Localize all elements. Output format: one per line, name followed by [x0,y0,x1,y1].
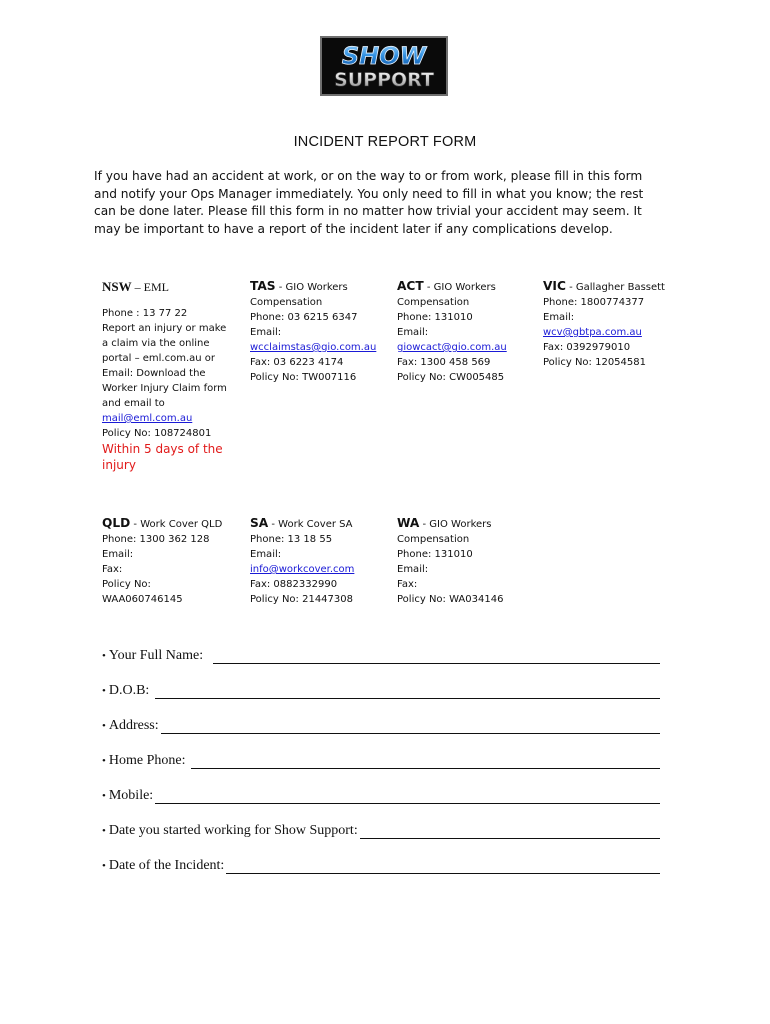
qld-policy-number: WAA060746145 [102,594,183,605]
provider-name: - GIO Workers [419,519,492,530]
provider-name: - Work Cover SA [268,519,353,530]
wa-email-label: Email: [397,564,429,575]
vic-email-label: Email: [543,312,575,323]
incident-date-input[interactable] [226,859,660,874]
show-support-logo [320,36,448,96]
incident-date-field [102,854,660,874]
sa-fax: Fax: 0882332990 [250,579,338,590]
address-field [102,714,660,734]
act-fax: Fax: 1300 458 569 [397,357,491,368]
act-email-link[interactable]: giowcact@gio.com.au [397,342,507,353]
bullet: • [102,685,106,697]
bullet: • [102,825,106,837]
start-date-input[interactable] [360,824,660,839]
incident-date-label: Date of the Incident: [108,858,225,873]
bullet: • [102,755,106,767]
mobile-input[interactable] [155,789,660,804]
agency-wa-header [397,516,503,532]
provider-name: - GIO Workers [275,282,348,293]
tas-fax: Fax: 03 6223 4174 [250,357,344,368]
agency-nsw [102,279,227,473]
intro-line: If you have had an accident at work, or on the way to or from work, please fill in this form [94,169,643,183]
vic-fax: Fax: 0392979010 [543,342,631,353]
agency-nsw-header [102,279,227,296]
intro-paragraph [94,168,684,238]
intro-line: may be important to have a report of the incident later if any complications develop. [94,221,613,236]
provider-name: - GIO Workers [423,282,496,293]
agency-wa [397,516,503,607]
state-name: WA [397,516,420,530]
dob-label: D.O.B: [108,683,150,698]
agency-vic [543,279,665,370]
logo-graphic [324,40,444,92]
nsw-info-line: and email to [102,398,165,409]
provider-name: - Work Cover QLD [130,519,223,530]
vic-phone: Phone: 1800774377 [543,297,645,308]
agency-act-header [397,279,507,295]
nsw-phone: Phone : 13 77 22 [102,308,188,319]
tas-policy: Policy No: TW007116 [250,372,357,383]
full-name-input[interactable] [213,649,660,664]
start-date-label: Date you started working for Show Support: [108,823,358,838]
intro-line: can be done later. Please fill this form in no matter how trivial your accident may seem. It [94,204,642,218]
full-name-label: Your Full Name: [108,648,204,663]
logo-line1: SHOW [341,42,427,70]
agency-sa-header [250,516,354,532]
wa-fax: Fax: [397,579,418,590]
agency-qld [102,516,222,607]
mobile-field [102,784,660,804]
nsw-info-line: Report an injury or make [102,323,227,334]
page-title: INCIDENT REPORT FORM [293,134,477,150]
tas-phone: Phone: 03 6215 6347 [250,312,358,323]
sa-email-link[interactable]: info@workcover.com [250,564,355,575]
agency-tas-header [250,279,376,295]
address-input[interactable] [161,719,660,734]
nsw-info-line: Email: Download the [102,368,206,379]
agency-sa [250,516,354,607]
agency-qld-header [102,516,222,532]
nsw-deadline: Within 5 days of the [102,442,223,456]
provider-name: – EML [131,280,169,294]
state-name: NSW [102,279,132,294]
vic-policy: Policy No: 12054581 [543,357,646,368]
agency-act [397,279,507,385]
nsw-policy: Policy No: 108724801 [102,428,212,439]
sa-phone: Phone: 13 18 55 [250,534,333,545]
sa-email-label: Email: [250,549,282,560]
wa-phone: Phone: 131010 [397,549,473,560]
nsw-info-line: Worker Injury Claim form [102,383,227,394]
act-policy: Policy No: CW005485 [397,372,505,383]
act-phone: Phone: 131010 [397,312,473,323]
bullet: • [102,650,106,662]
bullet: • [102,790,106,802]
start-date-field [102,819,660,839]
qld-email-label: Email: [102,549,134,560]
agency-tas [250,279,376,385]
provider-name-cont: Compensation [397,534,470,545]
bullet: • [102,720,106,732]
spacer [102,296,227,306]
address-label: Address: [108,718,159,733]
bullet: • [102,860,106,872]
provider-name-cont: Compensation [250,297,323,308]
logo-line2: SUPPORT [334,69,434,91]
vic-email-link[interactable]: wcv@gbtpa.com.au [543,327,642,338]
full-name-field [102,644,660,664]
tas-email-label: Email: [250,327,282,338]
nsw-deadline: injury [102,458,136,472]
nsw-email-link[interactable]: mail@eml.com.au [102,413,193,424]
intro-line: and notify your Ops Manager immediately. You only need to fill in what you know; the rest [94,186,644,201]
state-name: SA [250,516,269,530]
state-name: VIC [543,279,566,293]
qld-phone: Phone: 1300 362 128 [102,534,210,545]
nsw-info-line: a claim via the online [102,338,210,349]
state-name: TAS [250,279,276,293]
state-name: QLD [102,516,131,530]
mobile-label: Mobile: [108,788,154,803]
provider-name: - Gallagher Bassett [565,282,665,293]
nsw-info-line: portal – eml.com.au or [102,353,216,364]
state-name: ACT [397,279,424,293]
provider-name-cont: Compensation [397,297,470,308]
agency-vic-header [543,279,665,295]
sa-policy: Policy No: 21447308 [250,594,353,605]
home-phone-field [102,749,660,769]
wa-policy: Policy No: WA034146 [397,594,504,605]
act-email-label: Email: [397,327,429,338]
home-phone-input[interactable] [191,754,660,769]
dob-field [102,679,660,699]
qld-fax: Fax: [102,564,123,575]
dob-input[interactable] [155,684,660,699]
home-phone-label: Home Phone: [108,753,186,768]
tas-email-link[interactable]: wcclaimstas@gio.com.au [250,342,377,353]
qld-policy: Policy No: [102,579,151,590]
